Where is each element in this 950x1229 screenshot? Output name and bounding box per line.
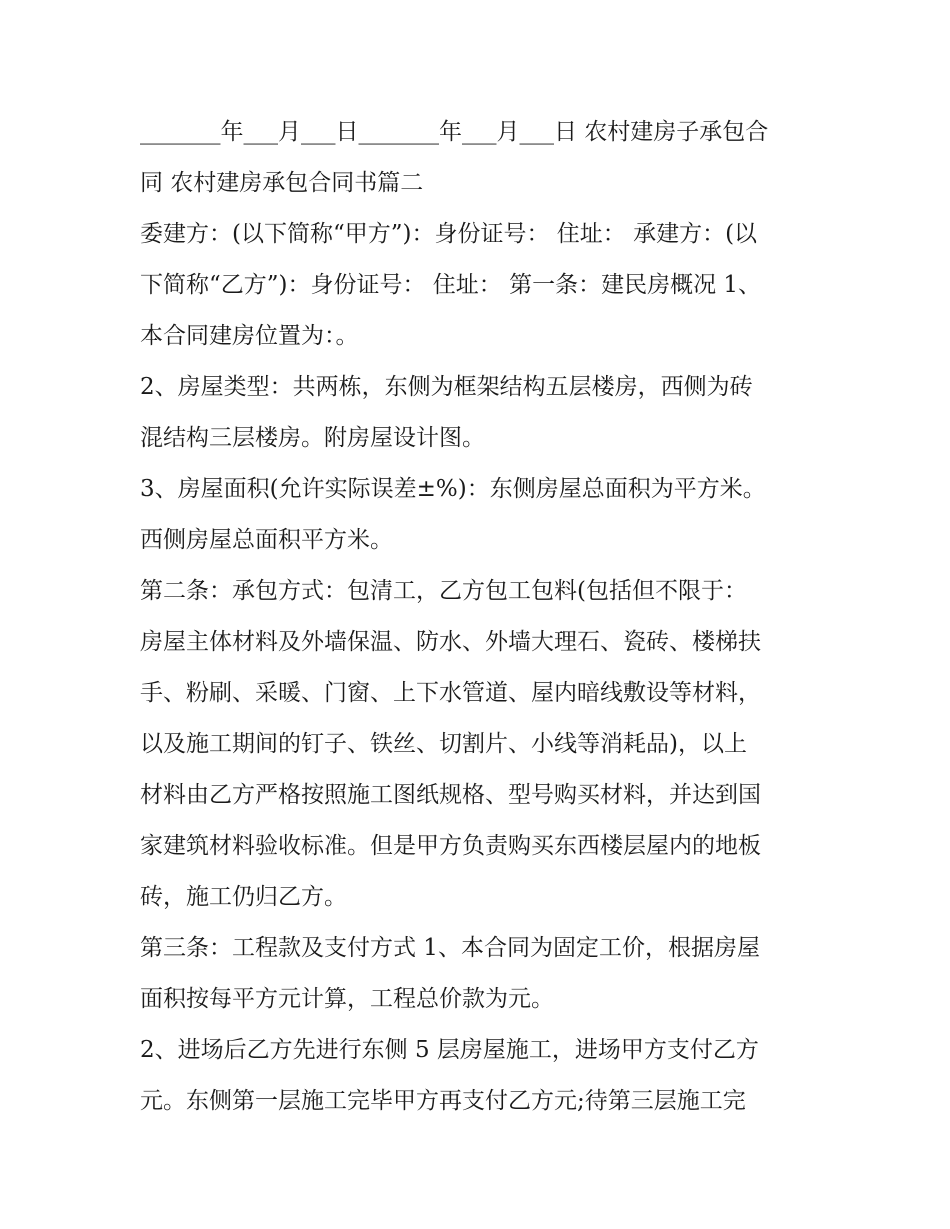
text-line-article2-7: 砖，施工仍归乙方。	[140, 884, 347, 910]
text-line-article3-1: 第三条：工程款及支付方式 1、本合同为固定工价，根据房屋	[140, 935, 760, 961]
text-line-payment-2: 元。东侧第一层施工完毕甲方再支付乙方元;待第三层施工完	[140, 1088, 746, 1114]
document-body	[140, 107, 820, 1127]
text-line-article2-4: 以及施工期间的钉子、铁丝、切割片、小线等消耗品)，以上	[140, 731, 747, 757]
text-line-location: 本合同建房位置为：。	[140, 323, 359, 349]
text-line-article2-1: 第二条：承包方式：包清工，乙方包工包料(包括但不限于：	[140, 578, 747, 604]
text-line-area-1: 3、房屋面积(允许实际误差±%)：东侧房屋总面积为平方米。	[140, 476, 766, 502]
text-line-article2-6: 家建筑材料验收标准。但是甲方负责购买东西楼层屋内的地板	[140, 833, 761, 859]
text-line-parties-2: 下简称“乙方”)：身份证号： 住址： 第一条：建民房概况 1、	[140, 272, 762, 298]
text-line-article3-2: 面积按每平方元计算，工程总价款为元。	[140, 986, 554, 1012]
text-line-title-cont: 同 农村建房承包合同书篇二	[140, 170, 424, 196]
text-line-article2-5: 材料由乙方严格按照施工图纸规格、型号购买材料，并达到国	[140, 782, 761, 808]
text-line-area-2: 西侧房屋总面积平方米。	[140, 527, 393, 553]
text-line-parties-1: 委建方：(以下简称“甲方”)：身份证号： 住址： 承建方：(以	[140, 221, 758, 247]
text-line-type-1: 2、房屋类型：共两栋，东侧为框架结构五层楼房，西侧为砖	[140, 374, 753, 400]
text-line-type-2: 混结构三层楼房。附房屋设计图。	[140, 425, 485, 451]
text-line-article2-2: 房屋主体材料及外墙保温、防水、外墙大理石、瓷砖、楼梯扶	[140, 629, 761, 655]
text-line-payment-1: 2、进场后乙方先进行东侧 5 层房屋施工，进场甲方支付乙方	[140, 1037, 759, 1063]
text-line-article2-3: 手、粉刷、采暖、门窗、上下水管道、屋内暗线敷设等材料，	[140, 680, 761, 706]
text-line-date-title: _______年___月___日_______年___月___日 农村建房子承包合	[140, 119, 769, 145]
